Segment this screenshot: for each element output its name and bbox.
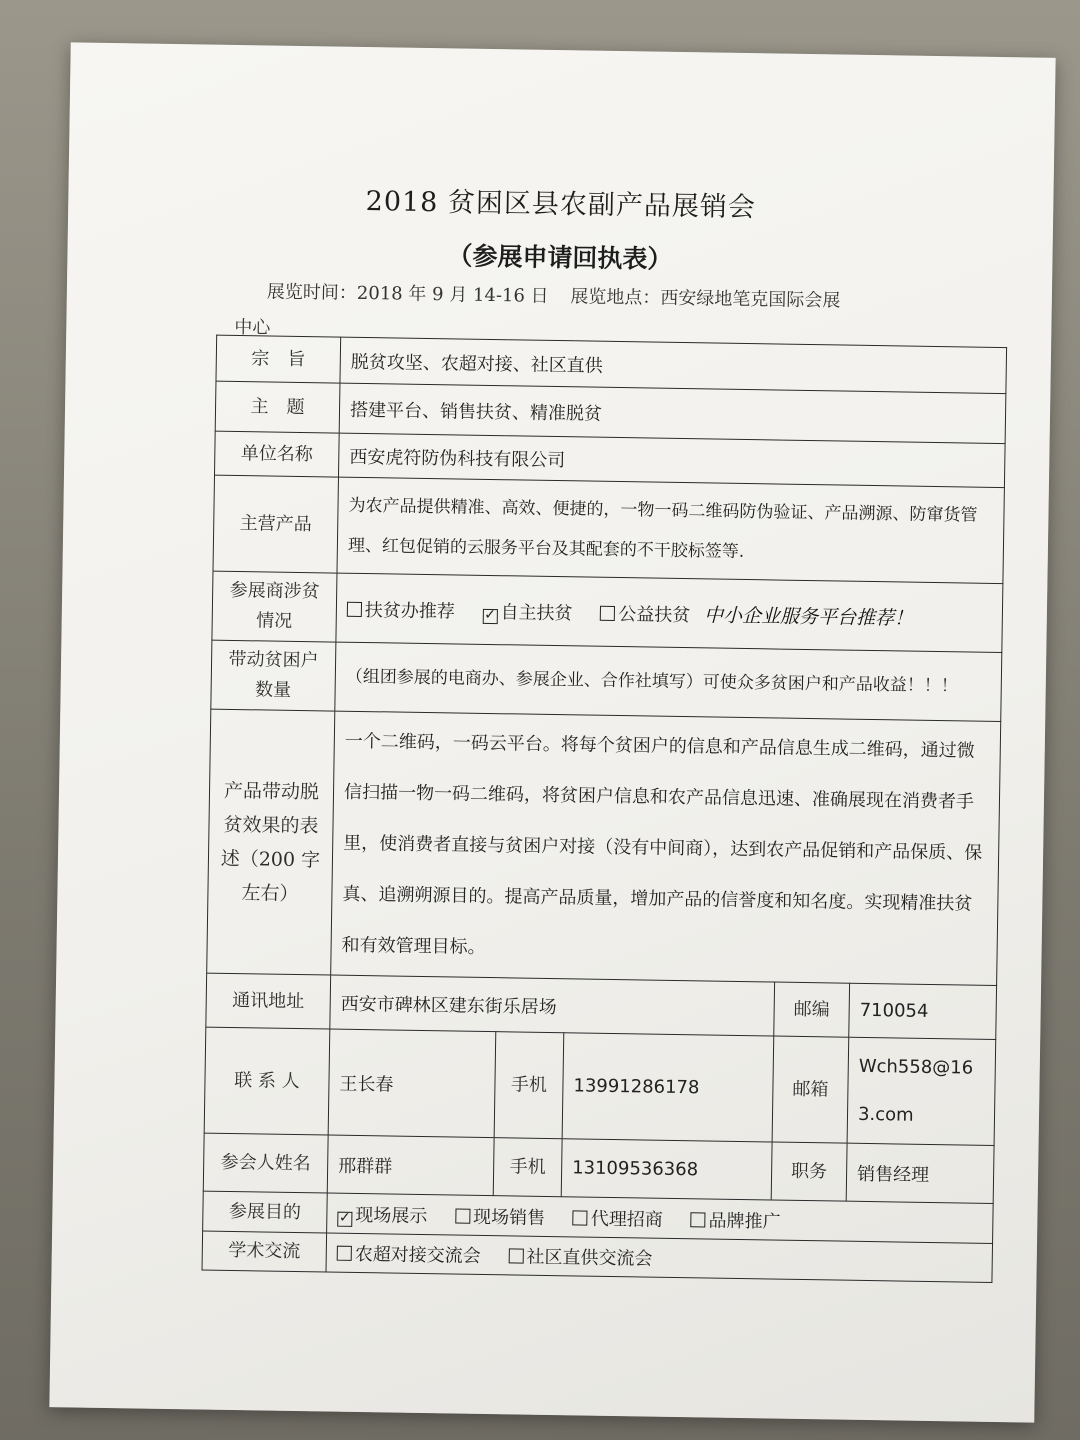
theme-label: 主 题: [215, 381, 340, 433]
checkbox-unchecked-icon[interactable]: [573, 1210, 588, 1225]
attendee-label: 参会人姓名: [203, 1133, 328, 1193]
document-page: [49, 42, 1055, 1422]
email-value[interactable]: Wch558@163.com: [847, 1037, 996, 1145]
poverty-option-charity[interactable]: 公益扶贫: [600, 603, 690, 625]
document-subtitle: （参展申请回执表）: [447, 241, 673, 274]
goal-option-agency[interactable]: 代理招商: [573, 1208, 663, 1230]
company-value[interactable]: 西安虎符防伪科技有限公司: [338, 433, 1005, 487]
poverty-options: [336, 573, 1003, 652]
households-label: 带动贫困户数量: [211, 640, 336, 711]
attendee-phone-value[interactable]: 13109536368: [561, 1139, 772, 1200]
attendee-value[interactable]: 邢群群: [327, 1135, 494, 1196]
document-title: 2018 贫困区县农副产品展销会: [365, 186, 757, 224]
exhibition-info: [267, 277, 857, 312]
purpose-value[interactable]: 脱贫攻坚、农超对接、社区直供: [340, 337, 1007, 393]
row-households: [211, 640, 1002, 721]
checkbox-unchecked-icon[interactable]: [508, 1248, 523, 1263]
exhibition-time: 展览时间：2018 年 9 月 14-16 日: [266, 281, 549, 307]
goal-label: 参展目的: [203, 1191, 328, 1233]
address-label: 通讯地址: [206, 973, 331, 1029]
company-label: 单位名称: [215, 431, 340, 477]
row-products: [213, 475, 1004, 583]
products-value[interactable]: 为农产品提供精准、高效、便捷的，一物一码二维码防伪验证、产品溯源、防窜货管理、红包促销的云服务平台及其配套的不干胶标签等.: [337, 477, 1004, 583]
goal-option-sales[interactable]: 现场销售: [455, 1206, 545, 1228]
effect-label: 产品带动脱贫效果的表述（200 字左右）: [207, 709, 335, 975]
postcode-label: 邮编: [774, 982, 850, 1037]
exhibition-location-continued: 中心: [234, 316, 271, 339]
academic-label: 学术交流: [202, 1231, 327, 1272]
handwritten-note: 中小企业服务平台推荐！: [703, 603, 914, 630]
row-effect: [207, 709, 1001, 985]
academic-option-farm-supermarket[interactable]: 农超对接交流会: [337, 1244, 481, 1267]
checkbox-checked-icon[interactable]: ✓: [484, 606, 497, 623]
theme-value[interactable]: 搭建平台、销售扶贫、精准脱贫: [339, 383, 1006, 443]
contact-phone-label: 手机: [494, 1032, 564, 1139]
poverty-option-office[interactable]: 扶贫办推荐: [347, 599, 455, 622]
effect-value[interactable]: 一个二维码，一码云平台。将每个贫困户的信息和产品信息生成二维码，通过微信扫描一物一码二维码，将贫困户信息和农产品信息迅速、准确展现在消费者手里，使消费者直接与贫困户对接（没有中间商），达到农产品促销和产品保质、保真、追溯朔源目的。提高产品质量，增加产品的信誉度和知名度。实现精准扶贫和有效管理目标。: [331, 711, 1001, 985]
products-label: 主营产品: [213, 475, 338, 573]
postcode-value[interactable]: 710054: [849, 983, 997, 1039]
contact-label: 联 系 人: [204, 1027, 330, 1135]
contact-phone-value[interactable]: 13991286178: [562, 1033, 774, 1142]
households-value[interactable]: （组团参展的电商办、参展企业、合作社填写）可使众多贫困户和产品收益！！！: [335, 642, 1002, 721]
row-contact: [204, 1027, 996, 1145]
poverty-label: 参展商涉贫情况: [212, 571, 337, 642]
poverty-option-self[interactable]: ✓ 自主扶贫: [484, 601, 573, 624]
goal-option-brand[interactable]: 品牌推广: [690, 1210, 780, 1232]
checkbox-unchecked-icon[interactable]: [600, 605, 615, 620]
academic-option-community[interactable]: 社区直供交流会: [508, 1246, 652, 1269]
exhibition-location: 展览地点：西安绿地笔克国际会展: [570, 286, 841, 312]
position-label: 职务: [771, 1142, 847, 1201]
checkbox-unchecked-icon[interactable]: [455, 1208, 470, 1223]
email-label: 邮箱: [772, 1036, 849, 1143]
row-poverty-situation: [212, 571, 1003, 652]
purpose-label: 宗 旨: [216, 335, 341, 383]
application-form-table: [202, 335, 1008, 1283]
checkbox-unchecked-icon[interactable]: [690, 1212, 705, 1227]
address-value[interactable]: 西安市碑林区建东街乐居场: [330, 975, 775, 1036]
checkbox-unchecked-icon[interactable]: [337, 1246, 352, 1261]
attendee-phone-label: 手机: [493, 1138, 562, 1197]
checkbox-checked-icon[interactable]: ✓: [338, 1209, 351, 1226]
checkbox-unchecked-icon[interactable]: [347, 601, 362, 616]
position-value[interactable]: 销售经理: [846, 1143, 994, 1203]
contact-value[interactable]: 王长春: [328, 1029, 496, 1138]
goal-option-display[interactable]: ✓ 现场展示: [338, 1204, 428, 1227]
